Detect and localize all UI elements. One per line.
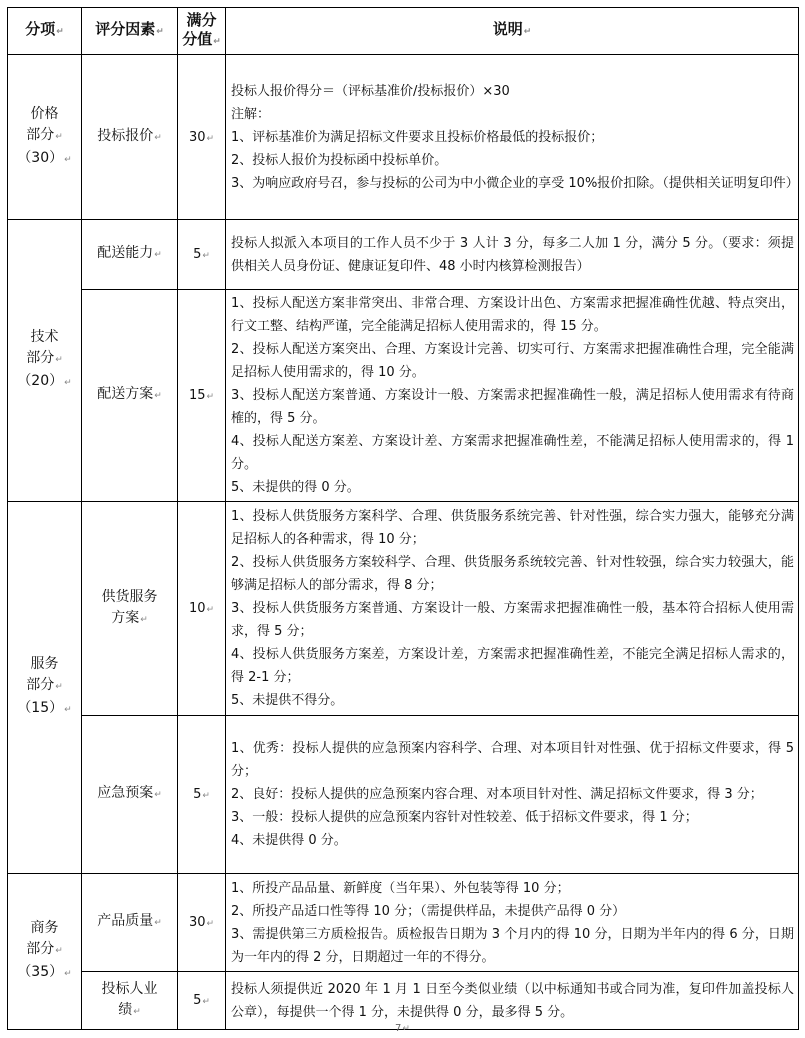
factor-supply-service-plan: 供货服务 方案↵ xyxy=(82,502,178,716)
factor-bidder-performance: 投标人业 绩↵ xyxy=(82,972,178,1030)
desc-product-quality: 1、所投产品品量、新鲜度（当年果）、外包装等得 10 分； 2、所投产品适口性等得 10 分；（需提供样品，未提供产品得 0 分） 3、需提供第三方质检报告。质检报告日期为 3 个月内的得 10 分，日期为半年内的得 6 分，日期为一年内的得 2 分，日期超过一年的不得分。 xyxy=(226,874,799,972)
section-price: 价格 部分↵ （30）↵ xyxy=(8,55,82,220)
header-factor: 评分因素↵ xyxy=(82,8,178,55)
score-supply-service-plan: 10↵ xyxy=(178,502,226,716)
header-description: 说明↵ xyxy=(226,8,799,55)
score-bid-price: 30↵ xyxy=(178,55,226,220)
table-row xyxy=(8,55,799,220)
desc-supply-service-plan: 1、投标人供货服务方案科学、合理、供货服务系统完善、针对性强，综合实力强大，能够充分满足招标人的各种需求，得 10 分； 2、投标人供货服务方案较科学、合理、供货服务系统较完善、针对性较强，综合实力较强大，能够满足招标人的部分需求，得 8 分； 3、投标人供货服务方案普通、方案设计一般、方案需求把握准确性一般，基本符合招标人使用需求，得 5 分； 4、投标人供货服务方案差，方案设计差，方案需求把握准确性差，不能完全满足招标人需求的，得 2-1 分； 5、未提供不得分。 xyxy=(226,502,799,716)
desc-delivery-plan: 1、投标人配送方案非常突出、非常合理、方案设计出色、方案需求把握准确性优越、特点突出，行文工整、结构严谨，完全能满足招标人使用需求的，得 15 分。 2、投标人配送方案突出、合理、方案设计完善、切实可行、方案需求把握准确性合理，完全能满足招标人使用需求的，得 10 分。 3、投标人配送方案普通、方案设计一般、方案需求把握准确性一般，满足招标人使用需求有待商榷的，得 5 分。 4、投标人配送方案差、方案设计差、方案需求把握准确性差，不能满足招标人使用需求的，得 1 分。 5、未提供的得 0 分。 xyxy=(226,290,799,502)
page-number: 7↵ xyxy=(395,1023,410,1034)
desc-bid-price: 投标人报价得分＝（评标基准价/投标报价）×30 注解： 1、评标基准价为满足招标文件要求且投标价格最低的投标报价； 2、投标人报价为投标函中投标单价。 3、为响应政府号召，参与投标的公司为中小微企业的享受 10%报价扣除。（提供相关证明复印件） xyxy=(226,55,799,220)
desc-emergency-plan: 1、优秀：投标人提供的应急预案内容科学、合理、对本项目针对性强、优于招标文件要求，得 5 分； 2、良好：投标人提供的应急预案内容合理、对本项目针对性、满足招标文件要求，得 3 分； 3、一般：投标人提供的应急预案内容针对性较差、低于招标文件要求，得 1 分； 4、未提供得 0 分。 xyxy=(226,716,799,874)
score-product-quality: 30↵ xyxy=(178,874,226,972)
table-row xyxy=(8,220,799,290)
section-business: 商务 部分↵ （35）↵ xyxy=(8,874,82,1030)
desc-bidder-performance: 投标人须提供近 2020 年 1 月 1 日至今类似业绩（以中标通知书或合同为准，复印件加盖投标人公章），每提供一个得 1 分，未提供得 0 分，最多得 5 分。 xyxy=(226,972,799,1030)
table-row xyxy=(8,874,799,972)
factor-product-quality: 产品质量↵ xyxy=(82,874,178,972)
header-max-score: 满分 分值↵ xyxy=(178,8,226,55)
table-header-row xyxy=(8,8,799,55)
section-tech: 技术 部分↵ （20）↵ xyxy=(8,220,82,502)
factor-bid-price: 投标报价↵ xyxy=(82,55,178,220)
table-row xyxy=(8,972,799,1030)
score-delivery-plan: 15↵ xyxy=(178,290,226,502)
factor-delivery-plan: 配送方案↵ xyxy=(82,290,178,502)
table-row xyxy=(8,716,799,874)
score-emergency-plan: 5↵ xyxy=(178,716,226,874)
scoring-table xyxy=(7,7,799,1030)
header-category: 分项↵ xyxy=(8,8,82,55)
score-bidder-performance: 5↵ xyxy=(178,972,226,1030)
score-delivery-capacity: 5↵ xyxy=(178,220,226,290)
desc-delivery-capacity: 投标人拟派入本项目的工作人员不少于 3 人计 3 分，每多二人加 1 分，满分 5 分。（要求：须提供相关人员身份证、健康证复印件、48 小时内核算检测报告） xyxy=(226,220,799,290)
factor-emergency-plan: 应急预案↵ xyxy=(82,716,178,874)
factor-delivery-capacity: 配送能力↵ xyxy=(82,220,178,290)
table-row xyxy=(8,290,799,502)
table-row xyxy=(8,502,799,716)
section-service: 服务 部分↵ （15）↵ xyxy=(8,502,82,874)
